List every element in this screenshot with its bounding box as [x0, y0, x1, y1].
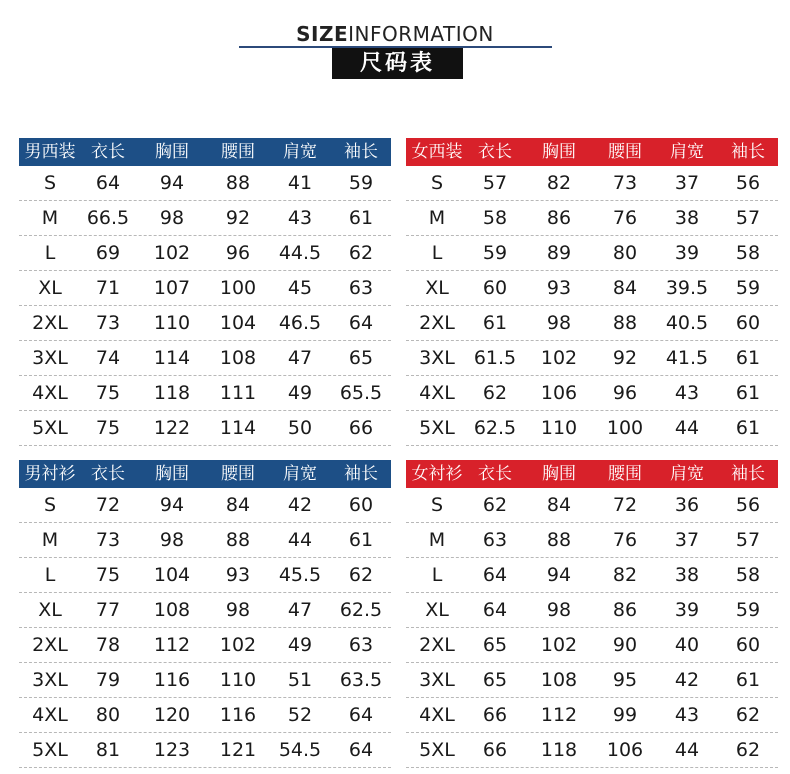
size-cell: 3XL	[419, 347, 455, 369]
table-row	[406, 376, 778, 411]
table-row	[406, 558, 778, 593]
shoulder-cell: 43	[674, 382, 700, 404]
size-cell: 5XL	[32, 417, 68, 439]
sleeve-cell: 61	[735, 382, 761, 404]
size-cell: XL	[38, 277, 62, 299]
table-row	[406, 201, 778, 236]
length-cell: 57	[482, 172, 508, 194]
length-cell: 62.5	[473, 417, 517, 439]
page-header	[0, 0, 790, 90]
shoulder-cell: 47	[287, 347, 313, 369]
sleeve-cell: 59	[735, 599, 761, 621]
sleeve-cell: 57	[735, 207, 761, 229]
sleeve-header: 袖长	[731, 464, 765, 484]
length-cell: 58	[482, 207, 508, 229]
size-cell: XL	[425, 599, 449, 621]
chest-cell: 108	[540, 669, 578, 691]
chest-cell: 110	[153, 312, 191, 334]
length-cell: 75	[95, 564, 121, 586]
length-cell: 64	[482, 599, 508, 621]
sleeve-cell: 59	[735, 277, 761, 299]
sleeve-header: 袖长	[344, 464, 378, 484]
length-cell: 74	[95, 347, 121, 369]
sleeve-cell: 66	[348, 417, 374, 439]
chest-cell: 104	[153, 564, 191, 586]
sleeve-cell: 64	[348, 312, 374, 334]
size-cell: 2XL	[32, 634, 68, 656]
waist-header: 腰围	[221, 464, 255, 484]
shoulder-cell: 44.5	[278, 242, 322, 264]
sleeve-cell: 62	[735, 739, 761, 761]
table-row	[19, 733, 391, 768]
shoulder-cell: 44	[674, 417, 700, 439]
size-cell: XL	[425, 277, 449, 299]
sleeve-cell: 58	[735, 242, 761, 264]
waist-cell: 121	[219, 739, 257, 761]
size-cell: L	[44, 242, 56, 264]
size-cell: 4XL	[32, 382, 68, 404]
shoulder-cell: 37	[674, 529, 700, 551]
length-cell: 64	[482, 564, 508, 586]
sleeve-cell: 57	[735, 529, 761, 551]
shoulder-header: 肩宽	[670, 142, 704, 162]
sleeve-cell: 61	[735, 669, 761, 691]
size-cell: M	[428, 529, 446, 551]
length-cell: 60	[482, 277, 508, 299]
shoulder-cell: 51	[287, 669, 313, 691]
chest-cell: 88	[546, 529, 572, 551]
table-row	[406, 488, 778, 523]
title-size-word: SIZE	[296, 22, 349, 46]
chest-header: 胸围	[542, 464, 576, 484]
table-row	[19, 306, 391, 341]
chest-cell: 102	[540, 634, 578, 656]
sleeve-cell: 63.5	[339, 669, 383, 691]
size-information-title	[0, 22, 790, 46]
category-header: 男西装	[24, 142, 76, 162]
waist-cell: 86	[612, 599, 638, 621]
table-row	[406, 166, 778, 201]
chest-cell: 112	[153, 634, 191, 656]
waist-cell: 84	[225, 494, 251, 516]
shoulder-cell: 46.5	[278, 312, 322, 334]
shoulder-cell: 43	[674, 704, 700, 726]
length-cell: 62	[482, 382, 508, 404]
table-row	[19, 376, 391, 411]
length-cell: 61.5	[473, 347, 517, 369]
table-row	[19, 411, 391, 446]
size-cell: 5XL	[419, 739, 455, 761]
size-cell: 3XL	[32, 347, 68, 369]
table-row	[406, 663, 778, 698]
chest-cell: 106	[540, 382, 578, 404]
chest-cell: 84	[546, 494, 572, 516]
length-cell: 65	[482, 669, 508, 691]
waist-cell: 90	[612, 634, 638, 656]
size-cell: M	[41, 529, 59, 551]
chest-cell: 98	[159, 207, 185, 229]
length-cell: 62	[482, 494, 508, 516]
waist-cell: 102	[219, 634, 257, 656]
size-cell: L	[44, 564, 56, 586]
waist-cell: 93	[225, 564, 251, 586]
table-header-row	[406, 460, 778, 488]
chest-header: 胸围	[155, 142, 189, 162]
shoulder-cell: 49	[287, 634, 313, 656]
size-cell: 2XL	[419, 312, 455, 334]
sleeve-cell: 62	[348, 564, 374, 586]
length-cell: 59	[482, 242, 508, 264]
length-cell: 75	[95, 417, 121, 439]
chest-header: 胸围	[542, 142, 576, 162]
shoulder-header: 肩宽	[283, 142, 317, 162]
shoulder-cell: 39	[674, 242, 700, 264]
length-cell: 73	[95, 529, 121, 551]
table-row	[19, 488, 391, 523]
chest-cell: 102	[540, 347, 578, 369]
mens-suit-size-table	[19, 138, 391, 446]
sleeve-cell: 61	[348, 207, 374, 229]
length-header: 衣长	[478, 142, 512, 162]
sleeve-cell: 61	[735, 347, 761, 369]
table-row	[406, 411, 778, 446]
shoulder-cell: 45.5	[278, 564, 322, 586]
table-row	[19, 166, 391, 201]
sleeve-cell: 56	[735, 172, 761, 194]
sleeve-cell: 64	[348, 739, 374, 761]
length-cell: 80	[95, 704, 121, 726]
length-cell: 77	[95, 599, 121, 621]
category-header: 男衬衫	[24, 464, 76, 484]
sleeve-cell: 61	[735, 417, 761, 439]
waist-cell: 72	[612, 494, 638, 516]
sleeve-cell: 56	[735, 494, 761, 516]
chest-cell: 122	[153, 417, 191, 439]
table-header-row	[19, 138, 391, 166]
chest-cell: 108	[153, 599, 191, 621]
chest-cell: 120	[153, 704, 191, 726]
waist-cell: 100	[219, 277, 257, 299]
waist-cell: 84	[612, 277, 638, 299]
waist-cell: 110	[219, 669, 257, 691]
length-cell: 81	[95, 739, 121, 761]
size-cell: L	[431, 242, 443, 264]
size-cell: 5XL	[419, 417, 455, 439]
shoulder-cell: 41.5	[665, 347, 709, 369]
length-cell: 72	[95, 494, 121, 516]
length-cell: 64	[95, 172, 121, 194]
chest-cell: 98	[546, 312, 572, 334]
shoulder-cell: 44	[287, 529, 313, 551]
shoulder-cell: 40.5	[665, 312, 709, 334]
sleeve-cell: 64	[348, 704, 374, 726]
length-header: 衣长	[91, 142, 125, 162]
chest-cell: 114	[153, 347, 191, 369]
waist-cell: 111	[219, 382, 257, 404]
size-cell: 5XL	[32, 739, 68, 761]
waist-cell: 95	[612, 669, 638, 691]
size-cell: XL	[38, 599, 62, 621]
chest-cell: 98	[546, 599, 572, 621]
waist-cell: 88	[225, 529, 251, 551]
size-chart-banner: 尺码表	[332, 48, 463, 79]
shoulder-cell: 50	[287, 417, 313, 439]
waist-header: 腰围	[221, 142, 255, 162]
chest-cell: 93	[546, 277, 572, 299]
chest-cell: 82	[546, 172, 572, 194]
size-cell: S	[43, 172, 57, 194]
size-cell: 4XL	[419, 382, 455, 404]
length-cell: 63	[482, 529, 508, 551]
chest-cell: 110	[540, 417, 578, 439]
waist-cell: 99	[612, 704, 638, 726]
length-cell: 73	[95, 312, 121, 334]
table-row	[406, 236, 778, 271]
table-row	[19, 341, 391, 376]
chest-cell: 123	[153, 739, 191, 761]
table-row	[19, 698, 391, 733]
waist-cell: 80	[612, 242, 638, 264]
chest-cell: 94	[159, 494, 185, 516]
sleeve-cell: 60	[348, 494, 374, 516]
length-cell: 66	[482, 739, 508, 761]
shoulder-cell: 39	[674, 599, 700, 621]
table-row	[406, 341, 778, 376]
chest-cell: 118	[540, 739, 578, 761]
size-cell: S	[43, 494, 57, 516]
size-cell: 2XL	[32, 312, 68, 334]
length-cell: 78	[95, 634, 121, 656]
size-cell: S	[430, 494, 444, 516]
chest-cell: 112	[540, 704, 578, 726]
table-row	[19, 663, 391, 698]
chest-cell: 89	[546, 242, 572, 264]
waist-cell: 98	[225, 599, 251, 621]
sleeve-cell: 60	[735, 312, 761, 334]
chest-cell: 94	[159, 172, 185, 194]
length-cell: 71	[95, 277, 121, 299]
category-header: 女西装	[411, 142, 463, 162]
length-cell: 79	[95, 669, 121, 691]
chest-cell: 116	[153, 669, 191, 691]
table-row	[19, 558, 391, 593]
mens-shirt-size-table	[19, 460, 391, 768]
waist-cell: 116	[219, 704, 257, 726]
shoulder-cell: 38	[674, 207, 700, 229]
waist-cell: 108	[219, 347, 257, 369]
waist-cell: 100	[606, 417, 644, 439]
length-cell: 66	[482, 704, 508, 726]
shoulder-header: 肩宽	[283, 464, 317, 484]
shoulder-cell: 45	[287, 277, 313, 299]
table-row	[19, 271, 391, 306]
sleeve-cell: 62	[348, 242, 374, 264]
shoulder-cell: 52	[287, 704, 313, 726]
waist-cell: 92	[612, 347, 638, 369]
waist-cell: 114	[219, 417, 257, 439]
sleeve-cell: 59	[348, 172, 374, 194]
chest-header: 胸围	[155, 464, 189, 484]
waist-cell: 106	[606, 739, 644, 761]
sleeve-cell: 63	[348, 277, 374, 299]
table-row	[406, 306, 778, 341]
table-row	[406, 628, 778, 663]
sleeve-cell: 60	[735, 634, 761, 656]
chest-cell: 98	[159, 529, 185, 551]
table-row	[406, 698, 778, 733]
womens-suit-size-table	[406, 138, 778, 446]
shoulder-cell: 38	[674, 564, 700, 586]
table-row	[406, 271, 778, 306]
chest-cell: 102	[153, 242, 191, 264]
table-row	[19, 628, 391, 663]
chest-cell: 107	[153, 277, 191, 299]
sleeve-cell: 62	[735, 704, 761, 726]
shoulder-cell: 42	[674, 669, 700, 691]
length-cell: 61	[482, 312, 508, 334]
waist-cell: 88	[225, 172, 251, 194]
waist-cell: 76	[612, 207, 638, 229]
size-cell: 2XL	[419, 634, 455, 656]
chest-cell: 94	[546, 564, 572, 586]
waist-cell: 104	[219, 312, 257, 334]
shoulder-cell: 47	[287, 599, 313, 621]
shoulder-cell: 49	[287, 382, 313, 404]
sleeve-cell: 65.5	[339, 382, 383, 404]
length-cell: 69	[95, 242, 121, 264]
shoulder-cell: 42	[287, 494, 313, 516]
table-row	[406, 523, 778, 558]
size-cell: M	[41, 207, 59, 229]
sleeve-cell: 61	[348, 529, 374, 551]
shoulder-cell: 36	[674, 494, 700, 516]
size-cell: 4XL	[419, 704, 455, 726]
waist-cell: 82	[612, 564, 638, 586]
waist-cell: 96	[612, 382, 638, 404]
shoulder-cell: 44	[674, 739, 700, 761]
sleeve-cell: 65	[348, 347, 374, 369]
chest-cell: 86	[546, 207, 572, 229]
shoulder-cell: 41	[287, 172, 313, 194]
shoulder-cell: 40	[674, 634, 700, 656]
table-row	[19, 593, 391, 628]
sleeve-header: 袖长	[731, 142, 765, 162]
shoulder-cell: 39.5	[665, 277, 709, 299]
table-header-row	[19, 460, 391, 488]
waist-cell: 88	[612, 312, 638, 334]
sleeve-cell: 63	[348, 634, 374, 656]
waist-header: 腰围	[608, 464, 642, 484]
table-header-row	[406, 138, 778, 166]
waist-cell: 96	[225, 242, 251, 264]
size-cell: 4XL	[32, 704, 68, 726]
shoulder-cell: 54.5	[278, 739, 322, 761]
sleeve-header: 袖长	[344, 142, 378, 162]
waist-cell: 92	[225, 207, 251, 229]
size-cell: M	[428, 207, 446, 229]
size-cell: S	[430, 172, 444, 194]
table-row	[406, 733, 778, 768]
womens-shirt-size-table	[406, 460, 778, 768]
waist-header: 腰围	[608, 142, 642, 162]
length-cell: 75	[95, 382, 121, 404]
waist-cell: 76	[612, 529, 638, 551]
waist-cell: 73	[612, 172, 638, 194]
length-header: 衣长	[91, 464, 125, 484]
size-cell: 3XL	[419, 669, 455, 691]
chest-cell: 118	[153, 382, 191, 404]
table-row	[19, 523, 391, 558]
category-header: 女衬衫	[411, 464, 463, 484]
length-cell: 66.5	[86, 207, 130, 229]
shoulder-cell: 43	[287, 207, 313, 229]
title-information-word: INFORMATION	[348, 22, 494, 46]
table-row	[19, 236, 391, 271]
sleeve-cell: 58	[735, 564, 761, 586]
size-cell: L	[431, 564, 443, 586]
table-row	[19, 201, 391, 236]
shoulder-header: 肩宽	[670, 464, 704, 484]
sleeve-cell: 62.5	[339, 599, 383, 621]
length-header: 衣长	[478, 464, 512, 484]
shoulder-cell: 37	[674, 172, 700, 194]
length-cell: 65	[482, 634, 508, 656]
size-cell: 3XL	[32, 669, 68, 691]
table-row	[406, 593, 778, 628]
